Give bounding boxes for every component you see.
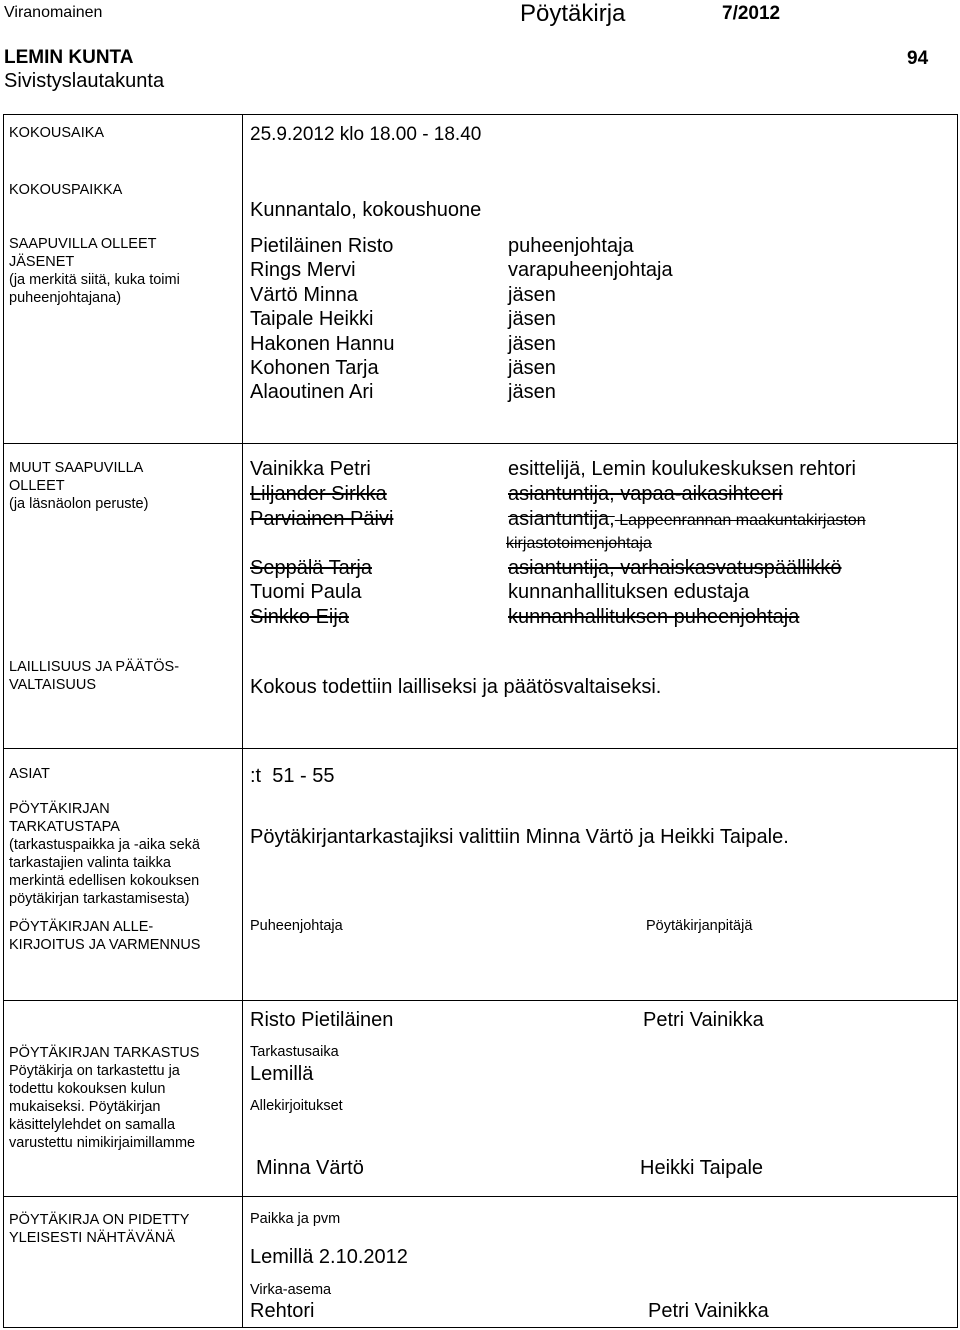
department-name: Sivistyslautakunta (4, 70, 165, 92)
member-role: jäsen (508, 357, 556, 380)
other-role: asiantuntija, varhaiskasvatuspäällikkö (508, 557, 842, 579)
secretary-label: Pöytäkirjanpitäjä (646, 918, 753, 934)
document-type: Pöytäkirja (520, 0, 626, 27)
signature-label-line: KIRJOITUS JA VARMENNUS (9, 937, 201, 953)
inspection-label-line: käsittelylehdet on samalla (9, 1117, 176, 1133)
members-label-line: puheenjohtajana) (9, 290, 122, 306)
public-place-label: Paikka ja pvm (250, 1211, 341, 1227)
row-divider (3, 1000, 957, 1001)
meeting-place-value: Kunnantalo, kokoushuone (250, 199, 482, 221)
other-name: Vainikka Petri (250, 458, 371, 480)
inspection-label-line: Pöytäkirja on tarkastettu ja (9, 1063, 180, 1079)
minutes-check-label-line: tarkastajien valinta taikka (9, 855, 171, 871)
public-display-label (9, 1211, 189, 1247)
member-name: Taipale Heikki (250, 308, 374, 331)
members-label-line: JÄSENET (9, 254, 75, 270)
members-names (250, 234, 395, 405)
other-name: Liljander Sirkka (250, 483, 387, 505)
other-name: Seppälä Tarja (250, 557, 372, 579)
public-display-label-line: YLEISESTI NÄHTÄVÄNÄ (9, 1230, 175, 1246)
inspector-signature: Heikki Taipale (640, 1157, 764, 1179)
minutes-check-label (9, 800, 200, 908)
other-role-part: asiantuntija, (508, 508, 615, 530)
inspection-label-line: todettu kokouksen kulun (9, 1081, 166, 1097)
member-role: puheenjohtaja (508, 235, 634, 257)
row-divider (3, 1196, 957, 1197)
member-name: Alaoutinen Ari (250, 381, 374, 404)
public-display-label-line: PÖYTÄKIRJA ON PIDETTY (9, 1212, 190, 1228)
position-value: Rehtori (250, 1300, 315, 1322)
items-label: ASIAT (9, 766, 50, 782)
members-roles (508, 234, 673, 405)
position-label: Virka-asema (250, 1282, 332, 1298)
municipality-name: LEMIN KUNTA (4, 47, 134, 68)
minutes-check-label-line: TARKATUSTAPA (9, 819, 120, 835)
member-role: jäsen (508, 308, 556, 331)
meeting-time-label: KOKOUSAIKA (9, 125, 105, 141)
member-name: Pietiläinen Risto (250, 235, 394, 257)
items-value: :t 51 - 55 (250, 765, 335, 787)
legality-text: Kokous todettiin lailliseksi ja päätösvaltaiseksi. (250, 676, 662, 698)
signatures-label: Allekirjoitukset (250, 1098, 343, 1114)
column-divider (242, 114, 243, 1328)
members-label (9, 235, 180, 307)
member-role: jäsen (508, 332, 556, 355)
member-name: Hakonen Hannu (250, 332, 395, 355)
minutes-check-text: Pöytäkirjantarkastajiksi valittiin Minna Värtö ja Heikki Taipale. (250, 826, 789, 848)
inspection-label-line: PÖYTÄKIRJAN TARKASTUS (9, 1045, 200, 1061)
page-number: 94 (907, 48, 929, 69)
row-divider (3, 748, 957, 749)
member-name: Kohonen Tarja (250, 357, 379, 380)
others-label-line: MUUT SAAPUVILLA (9, 460, 144, 476)
member-name: Värtö Minna (250, 283, 358, 306)
public-signer: Petri Vainikka (648, 1300, 769, 1322)
other-role: kunnanhallituksen edustaja (508, 581, 750, 603)
member-role: varapuheenjohtaja (508, 259, 673, 282)
inspection-place-value: Lemillä (250, 1063, 314, 1085)
member-name: Rings Mervi (250, 259, 356, 282)
document-status: Viranomainen (4, 4, 103, 21)
legality-label-line: LAILLISUUS JA PÄÄTÖS- (9, 659, 180, 675)
other-name: Sinkko Eija (250, 606, 349, 628)
minutes-check-label-line: merkintä edellisen kokouksen (9, 873, 200, 889)
minutes-check-label-line: pöytäkirjan tarkastamisesta) (9, 891, 190, 907)
other-name: Tuomi Paula (250, 581, 362, 603)
chair-name: Risto Pietiläinen (250, 1009, 394, 1031)
document-number: 7/2012 (722, 3, 781, 24)
signature-label (9, 918, 200, 954)
other-role (508, 508, 866, 531)
minutes-check-label-line: PÖYTÄKIRJAN (9, 801, 110, 817)
inspector-signature: Minna Värtö (256, 1157, 364, 1179)
signature-label-line: PÖYTÄKIRJAN ALLE- (9, 919, 154, 935)
inspection-label (9, 1044, 199, 1152)
other-name: Parviainen Päivi (250, 508, 394, 530)
other-role: asiantuntija, vapaa-aikasihteeri (508, 483, 783, 505)
inspection-label-line: mukaiseksi. Pöytäkirjan (9, 1099, 161, 1115)
secretary-name: Petri Vainikka (643, 1009, 764, 1031)
inspection-place-label: Tarkastusaika (250, 1044, 339, 1060)
other-role-part: Lappeenrannan maakuntakirjaston (619, 512, 866, 529)
member-role: jäsen (508, 283, 556, 306)
members-label-line: (ja merkitä siitä, kuka toimi (9, 272, 180, 288)
other-role-continuation: kirjastotoimenjohtaja (506, 535, 652, 552)
others-label-line: OLLEET (9, 478, 65, 494)
legality-label-line: VALTAISUUS (9, 677, 97, 693)
meeting-time-value: 25.9.2012 klo 18.00 - 18.40 (250, 124, 482, 145)
other-role: kunnanhallituksen puheenjohtaja (508, 606, 800, 628)
minutes-check-label-line: (tarkastuspaikka ja -aika sekä (9, 837, 200, 853)
member-role: jäsen (508, 381, 556, 404)
meeting-place-label: KOKOUSPAIKKA (9, 182, 123, 198)
inspection-label-line: varustettu nimikirjaimillamme (9, 1135, 196, 1151)
row-divider (3, 443, 957, 444)
legality-label (9, 658, 179, 694)
public-place-value: Lemillä 2.10.2012 (250, 1246, 408, 1268)
other-role: esittelijä, Lemin koulukeskuksen rehtori (508, 458, 856, 480)
members-label-line: SAAPUVILLA OLLEET (9, 236, 157, 252)
others-label (9, 459, 148, 513)
chair-label: Puheenjohtaja (250, 918, 343, 934)
others-label-line: (ja läsnäolon peruste) (9, 496, 149, 512)
